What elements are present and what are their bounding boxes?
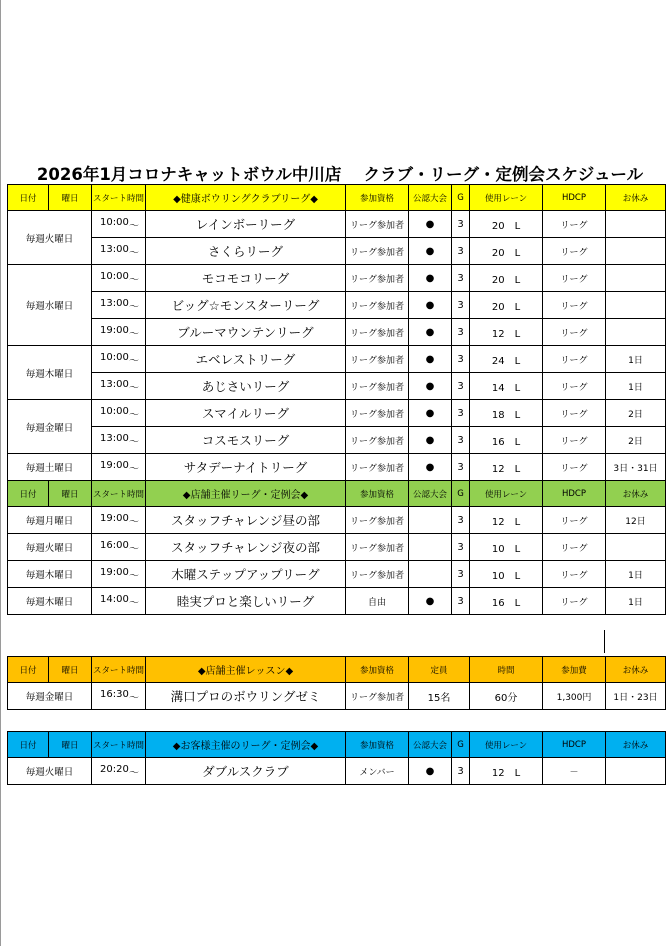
- weekday-cell: 毎週水曜日: [8, 265, 92, 346]
- hdcp: リーグ: [543, 292, 606, 319]
- column-header: G: [452, 481, 470, 507]
- qualification: リーグ参加者: [346, 561, 409, 588]
- start-time: 19:00: [100, 324, 129, 336]
- lanes: 20 L: [470, 292, 543, 319]
- qualification: リーグ参加者: [346, 265, 409, 292]
- column-header: 時間: [470, 657, 543, 683]
- games: 3: [452, 758, 470, 785]
- official-mark: [409, 561, 452, 588]
- start-time-cell: [92, 454, 146, 481]
- start-time: 19:00: [100, 459, 129, 471]
- weekday-cell: 毎週木曜日: [8, 346, 92, 400]
- table-row: [8, 373, 666, 400]
- games: 3: [452, 319, 470, 346]
- official-mark: ●: [409, 319, 452, 346]
- qualification: リーグ参加者: [346, 319, 409, 346]
- hdcp: リーグ: [543, 588, 606, 615]
- games: 3: [452, 238, 470, 265]
- games: 3: [452, 346, 470, 373]
- page-title: 2026年1月コロナキャットボウル中川店 クラブ・リーグ・定例会スケジュール: [36, 165, 644, 184]
- league-name: スマイルリーグ: [146, 400, 346, 427]
- table-row: [8, 211, 666, 238]
- official-mark: ●: [409, 346, 452, 373]
- time-tilde: ～: [129, 543, 139, 555]
- start-time: 19:00: [100, 512, 129, 524]
- start-time: 10:00: [100, 270, 129, 282]
- hdcp: リーグ: [543, 561, 606, 588]
- hdcp: リーグ: [543, 427, 606, 454]
- time-tilde: ～: [129, 247, 139, 259]
- league-name: あじさいリーグ: [146, 373, 346, 400]
- days-off: [606, 265, 666, 292]
- official-mark: ●: [409, 427, 452, 454]
- start-time-cell: [92, 758, 146, 785]
- column-header: 参加資格: [346, 481, 409, 507]
- column-header: ◆店舗主催リーグ・定例会◆: [146, 481, 346, 507]
- games: 3: [452, 588, 470, 615]
- hdcp: リーグ: [543, 346, 606, 373]
- games: 3: [452, 427, 470, 454]
- qualification: リーグ参加者: [346, 400, 409, 427]
- column-header: 参加資格: [346, 657, 409, 683]
- weekday-cell: 毎週土曜日: [8, 454, 92, 481]
- qualification: メンバー: [346, 758, 409, 785]
- qualification: リーグ参加者: [346, 534, 409, 561]
- start-time-cell: [92, 265, 146, 292]
- games: 3: [452, 507, 470, 534]
- official-mark: ●: [409, 265, 452, 292]
- start-time: 13:00: [100, 243, 129, 255]
- column-header: 曜日: [49, 481, 92, 507]
- official-mark: [409, 534, 452, 561]
- time-tilde: ～: [129, 597, 139, 609]
- qualification: 自由: [346, 588, 409, 615]
- header-row: [8, 732, 666, 758]
- start-time: 20:20: [100, 763, 129, 775]
- capacity: 15名: [409, 683, 470, 710]
- lanes: 20 L: [470, 265, 543, 292]
- column-header: ◆お客様主催のリーグ・定例会◆: [146, 732, 346, 758]
- official-mark: ●: [409, 238, 452, 265]
- qualification: リーグ参加者: [346, 346, 409, 373]
- header-row: [8, 185, 666, 211]
- start-time-cell: [92, 400, 146, 427]
- start-time-cell: [92, 561, 146, 588]
- table-row: [8, 507, 666, 534]
- column-header: 曜日: [49, 732, 92, 758]
- league-name: ダブルスクラブ: [146, 758, 346, 785]
- lanes: 20 L: [470, 238, 543, 265]
- league-name: 睦実プロと楽しいリーグ: [146, 588, 346, 615]
- table-row: [8, 588, 666, 615]
- start-time-cell: [92, 427, 146, 454]
- fee: 1,300円: [543, 683, 606, 710]
- start-time: 10:00: [100, 405, 129, 417]
- table-row: [8, 238, 666, 265]
- column-header: スタート時間: [92, 732, 146, 758]
- table-row: [8, 346, 666, 373]
- hdcp: －: [543, 758, 606, 785]
- official-mark: ●: [409, 292, 452, 319]
- hdcp: リーグ: [543, 319, 606, 346]
- days-off: [606, 211, 666, 238]
- column-header: 参加費: [543, 657, 606, 683]
- column-header: 参加資格: [346, 732, 409, 758]
- column-header: G: [452, 732, 470, 758]
- days-off: 1日: [606, 561, 666, 588]
- days-off: [606, 238, 666, 265]
- column-header: 曜日: [49, 185, 92, 211]
- table-row: [8, 758, 666, 785]
- start-time: 13:00: [100, 432, 129, 444]
- lanes: 12 L: [470, 758, 543, 785]
- days-off: 2日: [606, 400, 666, 427]
- start-time-cell: [92, 373, 146, 400]
- start-time: 13:00: [100, 378, 129, 390]
- lanes: 12 L: [470, 507, 543, 534]
- official-mark: ●: [409, 758, 452, 785]
- qualification: リーグ参加者: [346, 683, 409, 710]
- league-name: スタッフチャレンジ夜の部: [146, 534, 346, 561]
- start-time-cell: [92, 346, 146, 373]
- time-tilde: ～: [129, 436, 139, 448]
- start-time-cell: [92, 588, 146, 615]
- start-time: 13:00: [100, 297, 129, 309]
- time-tilde: ～: [129, 301, 139, 313]
- weekday-cell: 毎週火曜日: [8, 211, 92, 265]
- time-tilde: ～: [129, 328, 139, 340]
- column-header: 公認大会: [409, 185, 452, 211]
- start-time: 14:00: [100, 593, 129, 605]
- header-row: [8, 657, 666, 683]
- official-mark: ●: [409, 454, 452, 481]
- table-row: [8, 427, 666, 454]
- league-name: サタデーナイトリーグ: [146, 454, 346, 481]
- games: 3: [452, 400, 470, 427]
- column-header: お休み: [606, 481, 666, 507]
- days-off: 1日・23日: [606, 683, 666, 710]
- hdcp: リーグ: [543, 238, 606, 265]
- qualification: リーグ参加者: [346, 507, 409, 534]
- time-tilde: ～: [129, 692, 139, 704]
- column-header: スタート時間: [92, 657, 146, 683]
- column-header: HDCP: [543, 732, 606, 758]
- time-tilde: ～: [129, 355, 139, 367]
- league-name: ビッグ☆モンスターリーグ: [146, 292, 346, 319]
- weekday-cell: 毎週金曜日: [8, 400, 92, 454]
- lanes: 14 L: [470, 373, 543, 400]
- league-name: レインボーリーグ: [146, 211, 346, 238]
- header-row: [8, 481, 666, 507]
- column-header: 日付: [8, 732, 49, 758]
- time-tilde: ～: [129, 516, 139, 528]
- league-name: コスモスリーグ: [146, 427, 346, 454]
- official-mark: ●: [409, 588, 452, 615]
- league-schedule-table: [7, 184, 666, 615]
- games: 3: [452, 561, 470, 588]
- start-time-cell: [92, 319, 146, 346]
- lanes: 16 L: [470, 588, 543, 615]
- days-off: 1日: [606, 346, 666, 373]
- lanes: 18 L: [470, 400, 543, 427]
- time-tilde: ～: [129, 274, 139, 286]
- column-header: ◆健康ボウリングクラブリーグ◆: [146, 185, 346, 211]
- league-name: モコモコリーグ: [146, 265, 346, 292]
- time-tilde: ～: [129, 220, 139, 232]
- column-header: 定員: [409, 657, 470, 683]
- league-name: ブルーマウンテンリーグ: [146, 319, 346, 346]
- hdcp: リーグ: [543, 265, 606, 292]
- days-off: 12日: [606, 507, 666, 534]
- games: 3: [452, 292, 470, 319]
- column-header: 公認大会: [409, 481, 452, 507]
- games: 3: [452, 454, 470, 481]
- lanes: 10 L: [470, 561, 543, 588]
- column-header: スタート時間: [92, 481, 146, 507]
- lesson-table: [7, 656, 666, 710]
- hdcp: リーグ: [543, 400, 606, 427]
- start-time-cell: [92, 211, 146, 238]
- customer-league-table: [7, 731, 666, 785]
- games: 3: [452, 265, 470, 292]
- column-header: 日付: [8, 657, 49, 683]
- hdcp: リーグ: [543, 534, 606, 561]
- qualification: リーグ参加者: [346, 238, 409, 265]
- table-row: [8, 534, 666, 561]
- start-time-cell: [92, 238, 146, 265]
- column-header: G: [452, 185, 470, 211]
- weekday-cell: 毎週金曜日: [8, 683, 92, 710]
- lesson-name: 溝口プロのボウリングゼミ: [146, 683, 346, 710]
- hdcp: リーグ: [543, 211, 606, 238]
- time-tilde: ～: [129, 463, 139, 475]
- official-mark: ●: [409, 400, 452, 427]
- table-row: [8, 292, 666, 319]
- league-name: 木曜ステップアップリーグ: [146, 561, 346, 588]
- column-header: 使用レーン: [470, 732, 543, 758]
- days-off: 1日: [606, 588, 666, 615]
- table-row: [8, 400, 666, 427]
- lanes: 20 L: [470, 211, 543, 238]
- days-off: 1日: [606, 373, 666, 400]
- table-row: [8, 683, 666, 710]
- table-row: [8, 319, 666, 346]
- official-mark: ●: [409, 373, 452, 400]
- table-row: [8, 265, 666, 292]
- time-tilde: ～: [129, 570, 139, 582]
- start-time-cell: [92, 683, 146, 710]
- days-off: 3日・31日: [606, 454, 666, 481]
- table-row: [8, 454, 666, 481]
- qualification: リーグ参加者: [346, 292, 409, 319]
- hdcp: リーグ: [543, 454, 606, 481]
- league-name: スタッフチャレンジ昼の部: [146, 507, 346, 534]
- games: 3: [452, 211, 470, 238]
- days-off: [606, 319, 666, 346]
- lanes: 24 L: [470, 346, 543, 373]
- column-header: 公認大会: [409, 732, 452, 758]
- start-time: 10:00: [100, 351, 129, 363]
- divider-line: [604, 630, 605, 653]
- time-tilde: ～: [129, 382, 139, 394]
- days-off: [606, 758, 666, 785]
- league-name: エベレストリーグ: [146, 346, 346, 373]
- lanes: 12 L: [470, 319, 543, 346]
- start-time: 16:00: [100, 539, 129, 551]
- qualification: リーグ参加者: [346, 373, 409, 400]
- hdcp: リーグ: [543, 507, 606, 534]
- column-header: お休み: [606, 657, 666, 683]
- lanes: 16 L: [470, 427, 543, 454]
- weekday-cell: 毎週木曜日: [8, 588, 92, 615]
- time-tilde: ～: [129, 409, 139, 421]
- qualification: リーグ参加者: [346, 454, 409, 481]
- column-header: HDCP: [543, 481, 606, 507]
- hdcp: リーグ: [543, 373, 606, 400]
- start-time-cell: [92, 534, 146, 561]
- weekday-cell: 毎週木曜日: [8, 561, 92, 588]
- days-off: 2日: [606, 427, 666, 454]
- column-header: スタート時間: [92, 185, 146, 211]
- weekday-cell: 毎週月曜日: [8, 507, 92, 534]
- column-header: 曜日: [49, 657, 92, 683]
- column-header: お休み: [606, 732, 666, 758]
- qualification: リーグ参加者: [346, 211, 409, 238]
- column-header: お休み: [606, 185, 666, 211]
- time-tilde: ～: [129, 767, 139, 779]
- days-off: [606, 292, 666, 319]
- start-time-cell: [92, 507, 146, 534]
- league-name: さくらリーグ: [146, 238, 346, 265]
- weekday-cell: 毎週火曜日: [8, 758, 92, 785]
- column-header: 使用レーン: [470, 481, 543, 507]
- lanes: 12 L: [470, 454, 543, 481]
- games: 3: [452, 534, 470, 561]
- duration: 60分: [470, 683, 543, 710]
- column-header: HDCP: [543, 185, 606, 211]
- column-header: ◆店舗主催レッスン◆: [146, 657, 346, 683]
- start-time-cell: [92, 292, 146, 319]
- games: 3: [452, 373, 470, 400]
- start-time: 16:30: [100, 688, 129, 700]
- column-header: 使用レーン: [470, 185, 543, 211]
- column-header: 日付: [8, 481, 49, 507]
- page-edge: [0, 0, 1, 946]
- table-row: [8, 561, 666, 588]
- weekday-cell: 毎週火曜日: [8, 534, 92, 561]
- column-header: 日付: [8, 185, 49, 211]
- start-time: 10:00: [100, 216, 129, 228]
- start-time: 19:00: [100, 566, 129, 578]
- qualification: リーグ参加者: [346, 427, 409, 454]
- column-header: 参加資格: [346, 185, 409, 211]
- official-mark: [409, 507, 452, 534]
- lanes: 10 L: [470, 534, 543, 561]
- days-off: [606, 534, 666, 561]
- official-mark: ●: [409, 211, 452, 238]
